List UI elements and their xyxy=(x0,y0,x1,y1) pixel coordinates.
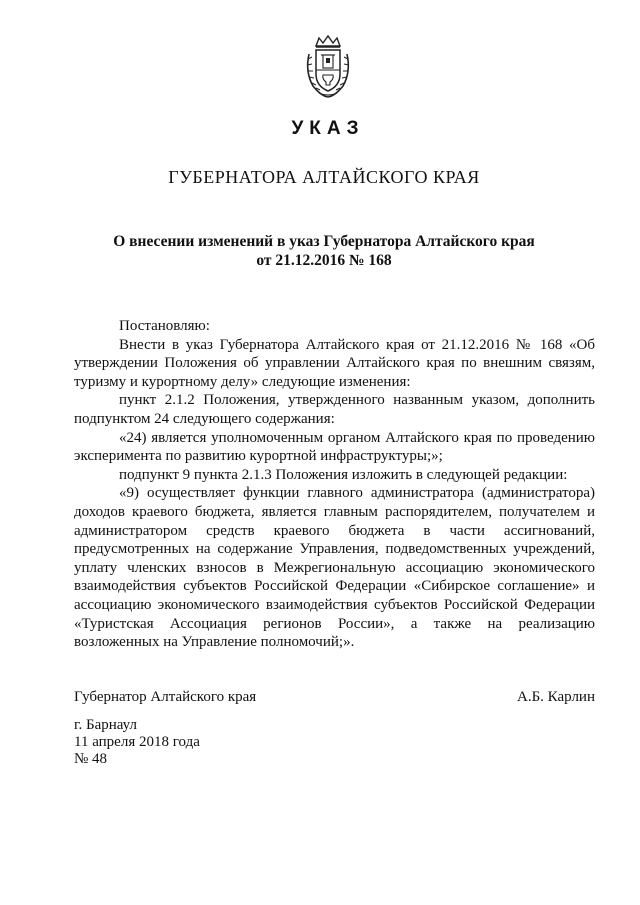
body-paragraph: Постановляю: xyxy=(119,318,210,334)
signatory-position: Губернатор Алтайского края xyxy=(74,689,257,705)
decree-body xyxy=(74,317,595,652)
coat-of-arms-icon xyxy=(301,34,355,100)
body-paragraph: Внести в указ Губернатора Алтайского края от 21.12.2016 № 168 «Об утверждении Положения об управлении Алтайского края по внешним связям, туризму и курортному делу» следующие изменения: xyxy=(74,336,595,390)
body-paragraph: подпункт 9 пункта 2.1.3 Положения изложить в следующей редакции: xyxy=(119,466,568,483)
body-paragraph: «9) осуществляет функции главного администратора (администратора) доходов краевого бюджета, является главным распорядителем, получателем и администратором средств краевого бюджета в части ассигнований, предусмотренных на содержание Управления, подведомственных учреждений, уплату членских взносов в Межрегиональную ассоциацию экономического взаимодействия субъектов Российской Федерации «Сибирское соглашение» и ассоциацию экономического взаимодействия субъектов Российской Федерации «Туристская Ассоциация регионов России», а также на реализацию возложенных на Управление полномочий;». xyxy=(74,485,595,651)
meta-place: г. Барнаул xyxy=(74,717,137,733)
body-paragraph: «24) является уполномоченным органом Алтайского края по проведению эксперимента по развитию курортной инфраструктуры;»; xyxy=(74,429,595,465)
meta-number: № 48 xyxy=(74,751,108,767)
decree-subject xyxy=(0,232,640,270)
issuer-title: ГУБЕРНАТОРА АЛТАЙСКОГО КРАЯ xyxy=(168,167,480,187)
decree-title: УКАЗ xyxy=(291,118,365,139)
body-paragraph: пункт 2.1.2 Положения, утвержденного названным указом, дополнить подпунктом 24 следующего содержания: xyxy=(74,392,595,427)
meta-date: 11 апреля 2018 года xyxy=(74,734,200,750)
signatory-name: А.Б. Карлин xyxy=(516,689,595,705)
subject-line: О внесении изменений в указ Губернатора Алтайского края xyxy=(113,233,535,250)
subject-line: от 21.12.2016 № 168 xyxy=(256,252,392,269)
decree-meta xyxy=(74,717,200,768)
signature-block xyxy=(74,689,595,709)
